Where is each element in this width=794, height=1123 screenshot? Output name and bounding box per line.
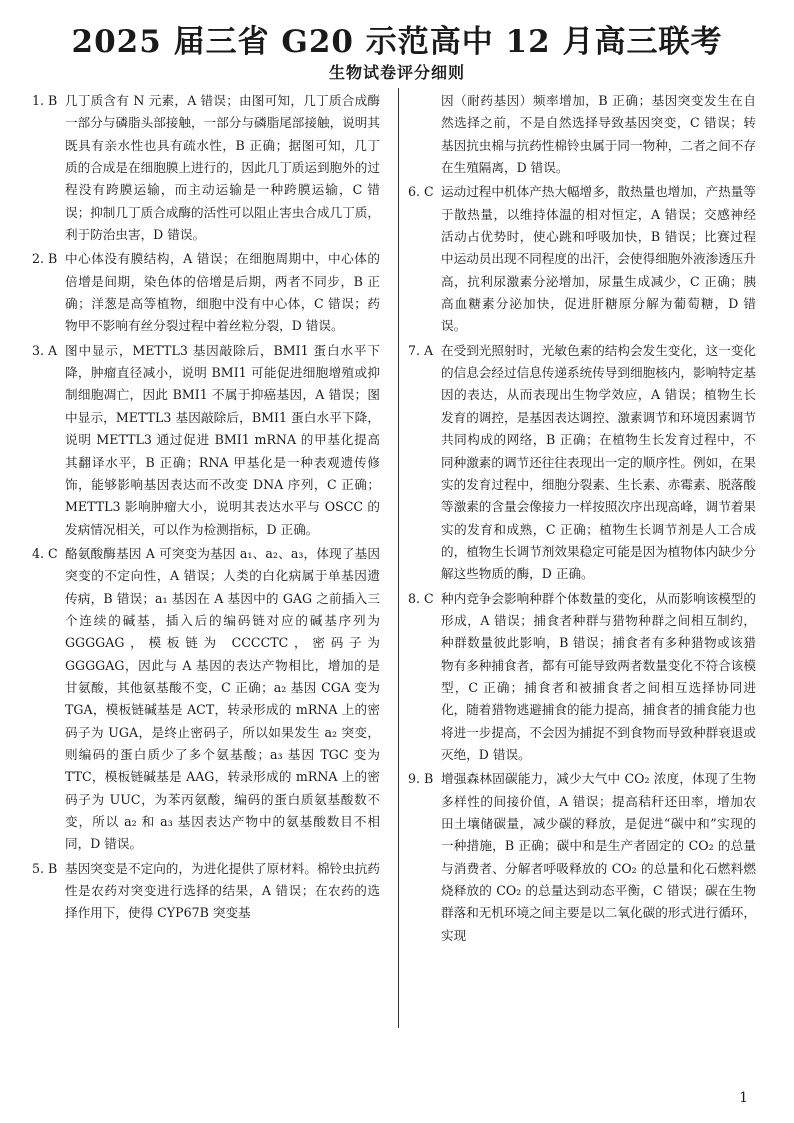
answer-explanation: 基因突变是不定向的，为进化提供了原材料。棉铃虫抗药性是农药对突变进行选择的结果，A 错误；在农药的选择作用下，使得 CYP67B 突变基 (65, 860, 380, 921)
right-column (408, 90, 756, 949)
page-number: 1 (739, 1090, 748, 1106)
answer-number: 8. C (408, 590, 434, 606)
column-divider (398, 88, 399, 1028)
answer-item-9 (408, 768, 756, 947)
answer-explanation: 中心体没有膜结构，A 错误；在细胞周期中，中心体的倍增是间期，染色体的倍增是后期，两者不同步，B 正确；洋葱是高等植物，细胞中没有中心体，C 错误；药物甲不影响有丝分裂过程中着丝粒分裂，D 错误。 (65, 251, 380, 334)
answer-explanation: 酪氨酸酶基因 A 可突变为基因 a₁、a₂、a₃，体现了基因突变的不定向性，A 错误；人类的白化病属于单基因遗传病，B 错误；a₁ 基因在 A 基因中的 GAG 之前插入三个连续的碱基，插入后的编码链对应的碱基序列为 GGGGAG，模板链为 CCCCTC，密码子为 GGGGAG，因此与 A 基因的表达产物相比，增加的是甘氨酸，其他氨基酸不变，C 正确；a₂ 基因 CGA 变为 TGA，模板链碱基是 ACT，转录形成的 mRNA 上的密码子为 UGA，是终止密码子，所以如果发生 a₂ 突变，则编码的蛋白质少了多个氨基酸；a₃ 基因 TGC 变为 TTC，模板链碱基是 AAG，转录形成的 mRNA 上的密码子为 UUC，为苯丙氨酸，编码的蛋白质氨基酸数不变，所以 a₂ 和 a₃ 基因表达产物中的氨基酸数目不相同，D 错误。 (65, 545, 380, 852)
answer-number: 5. B (32, 860, 58, 876)
answer-number: 3. A (32, 342, 58, 358)
answer-item-5-continuation: 因（耐药基因）频率增加，B 正确；基因突变发生在自然选择之前，不是自然选择导致基因突变，C 错误；转基因抗虫棉与抗药性棉铃虫属于同一物种，二者之间不存在生殖隔离，D 错误。 (441, 93, 756, 176)
answer-number: 4. C (32, 545, 58, 561)
answer-item-3 (32, 340, 380, 541)
answer-item-1 (32, 90, 380, 246)
answer-number: 6. C (408, 184, 434, 200)
answer-number: 9. B (408, 771, 434, 787)
answer-explanation: 增强森林固碳能力，减少大气中 CO₂ 浓度，体现了生物多样性的间接价值，A 错误；提高秸秆还田率，增加农田土壤储碳量，减少碳的释放，是促进“碳中和”实现的一种措施，B 正确；碳中和是生产者固定的 CO₂ 的总量与消费者、分解者呼吸释放的 CO₂ 的总量和化石燃料燃烧释放的 CO₂ 的总量达到动态平衡，C 错误；碳在生物群落和无机环境之间主要是以二氧化碳的形式进行循环，实现 (441, 771, 756, 943)
answer-number: 7. A (408, 342, 434, 358)
left-column (32, 90, 380, 927)
answer-item-4 (32, 543, 380, 856)
answer-explanation: 运动过程中机体产热大幅增多，散热量也增加，产热量等于散热量，以维持体温的相对恒定，A 错误；交感神经活动占优势时，使心跳和呼吸加快，B 错误；比赛过程中运动员出现不同程度的出汗，会使得细胞外液渗透压升高，抗利尿激素分泌增加，尿量生成减少，C 正确；胰高血糖素分泌加快，促进肝糖原分解为葡萄糖，D 错误。 (441, 184, 756, 334)
answer-explanation: 图中显示，METTL3 基因敲除后，BMI1 蛋白水平下降，肿瘤直径减小，说明 BMI1 可能促进细胞增殖或抑制细胞凋亡，因此 BMI1 不属于抑癌基因，A 错误；图中显示，METTL3 基因敲除后，BMI1 蛋白水平下降，说明 METTL3 通过促进 BMI1 mRNA 的甲基化提高其翻译水平，B 正确；RNA 甲基化是一种表观遗传修饰，能够影响基因表达而不改变 DNA 序列，C 正确；METTL3 影响肿瘤大小，说明其表达水平与 OSCC 的发病情况相关，可以作为检测指标，D 正确。 (65, 342, 380, 537)
document-subtitle: 生物试卷评分细则 (328, 63, 465, 82)
answer-number: 2. B (32, 251, 58, 267)
document-title: 2025 届三省 G20 示范高中 12 月高三联考 (71, 24, 723, 60)
answer-explanation: 在受到光照射时，光敏色素的结构会发生变化，这一变化的信息会经过信息传递系统传导到细胞核内，影响特定基因的表达，从而表现出生物学效应，A 错误；植物生长发育的调控，是基因表达调控、激素调节和环境因素调节共同构成的网络，B 正确；在植物生长发育过程中，不同种激素的调节还往往表现出一定的顺序性。例如，在果实的发育过程中，细胞分裂素、生长素、赤霉素、脱落酸等激素的含量会像接力一样按照次序出现高峰，调节着果实的发育和成熟，C 正确；植物生长调节剂是人工合成的，植物生长调节剂效果稳定可能是因为植物体内缺少分解这些物质的酶，D 正确。 (441, 342, 756, 582)
answer-item-2 (32, 248, 380, 337)
answer-item-5 (32, 858, 380, 925)
answer-item-6 (408, 181, 756, 337)
answer-explanation: 几丁质含有 N 元素，A 错误；由图可知，几丁质合成酶一部分与磷脂头部接触，一部分与磷脂尾部接触，说明其既具有亲水性也具有疏水性，B 正确；据图可知，几丁质的合成是在细胞膜上进行的，因此几丁质运到胞外的过程没有跨膜运输，而主动运输是一种跨膜运输，C 错误；抑制几丁质合成酶的活性可以阻止害虫合成几丁质，利于防治虫害，D 错误。 (65, 93, 380, 243)
answer-item-8 (408, 588, 756, 767)
answer-item-7 (408, 340, 756, 586)
answer-explanation: 种内竞争会影响种群个体数量的变化，从而影响该模型的形成，A 错误；捕食者种群与猎物种群之间相互制约，种群数量彼此影响，B 错误；捕食者有多种猎物或该猎物有多种捕食者，都有可能导致两者数量变化不符合该模型，C 正确；捕食者和被捕食者之间相互选择协同进化，随着猎物逃避捕食的能力提高，捕食者的捕食能力也将进一步提高，不会因为捕捉不到食物而导致种群衰退或灭绝，D 错误。 (441, 590, 756, 762)
answer-number: 1. B (32, 93, 58, 108)
